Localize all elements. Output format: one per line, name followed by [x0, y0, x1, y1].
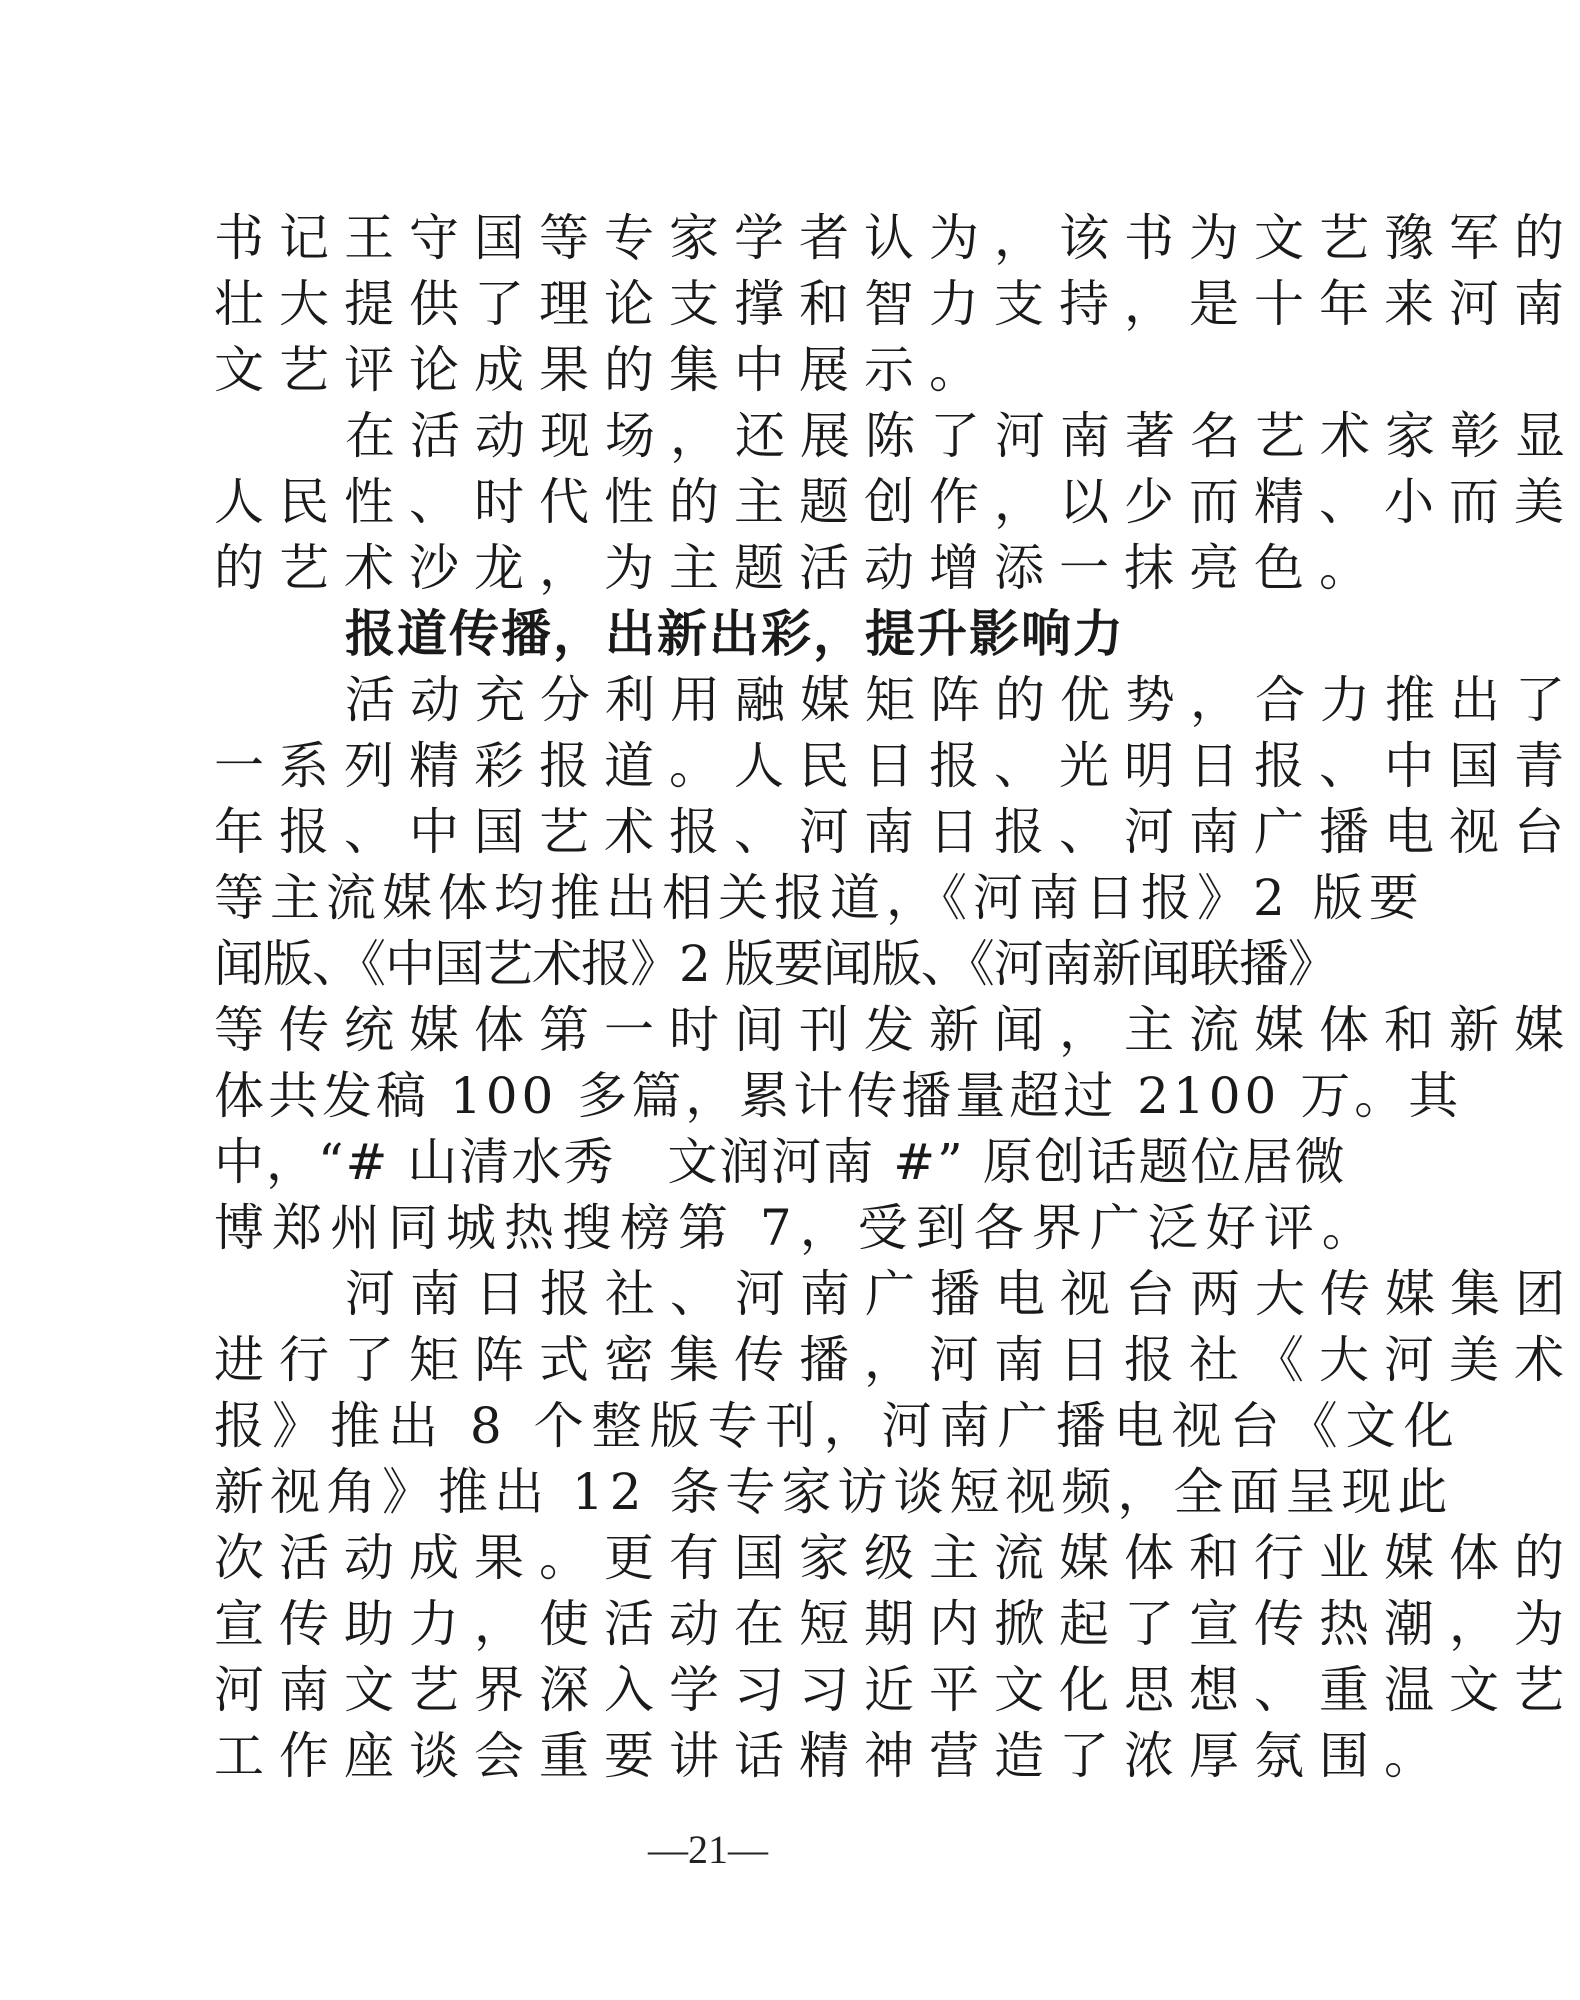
text-line: 进行了矩阵式密集传播，河南日报社《大河美术	[214, 1331, 1579, 1389]
document-page	[214, 205, 1580, 1789]
text-line: 博郑州同城热搜榜第 7，受到各界广泛好评。	[214, 1199, 1380, 1257]
text-line: 等传统媒体第一时间刊发新闻，主流媒体和新媒	[214, 1001, 1579, 1059]
text-line: 等主流媒体均推出相关报道，《河南日报》2 版要	[214, 869, 1425, 927]
page-number: —21—	[648, 1827, 768, 1872]
text-line: 活动充分利用融媒矩阵的优势，合力推出了	[345, 671, 1580, 729]
text-line: 新视角》推出 12 条专家访谈短视频，全面呈现此	[214, 1463, 1454, 1521]
text-line: 次活动成果。更有国家级主流媒体和行业媒体的	[214, 1529, 1579, 1587]
text-line: 河南文艺界深入学习习近平文化思想、重温文艺	[214, 1661, 1579, 1719]
text-line: 河南日报社、河南广播电视台两大传媒集团	[345, 1265, 1580, 1323]
text-line: 一系列精彩报道。人民日报、光明日报、中国青	[214, 737, 1579, 795]
text-line: 年报、中国艺术报、河南日报、河南广播电视台	[214, 803, 1579, 861]
text-line: 壮大提供了理论支撑和智力支持，是十年来河南	[214, 275, 1579, 333]
text-line: 人民性、时代性的主题创作，以少而精、小而美	[214, 473, 1579, 531]
section-heading: 报道传播，出新出彩，提升影响力	[345, 605, 1125, 663]
text-line: 文艺评论成果的集中展示。	[214, 341, 994, 399]
text-line: 宣传助力，使活动在短期内掀起了宣传热潮，为	[214, 1595, 1579, 1653]
text-line: 体共发稿 100 多篇，累计传播量超过 2100 万。其	[214, 1067, 1463, 1125]
text-line: 的艺术沙龙，为主题活动增添一抹亮色。	[214, 539, 1384, 597]
text-line: 书记王守国等专家学者认为，该书为文艺豫军的	[214, 209, 1579, 267]
text-line: 中，“# 山清水秀 文润河南 #” 原创话题位居微	[214, 1133, 1347, 1191]
text-line: 闻版、《中国艺术报》2 版要闻版、《河南新闻联播》	[214, 935, 1337, 993]
text-line: 报》推出 8 个整版专刊，河南广播电视台《文化	[214, 1397, 1462, 1455]
text-line: 工作座谈会重要讲话精神营造了浓厚氛围。	[214, 1727, 1449, 1785]
text-line: 在活动现场，还展陈了河南著名艺术家彰显	[345, 407, 1580, 465]
